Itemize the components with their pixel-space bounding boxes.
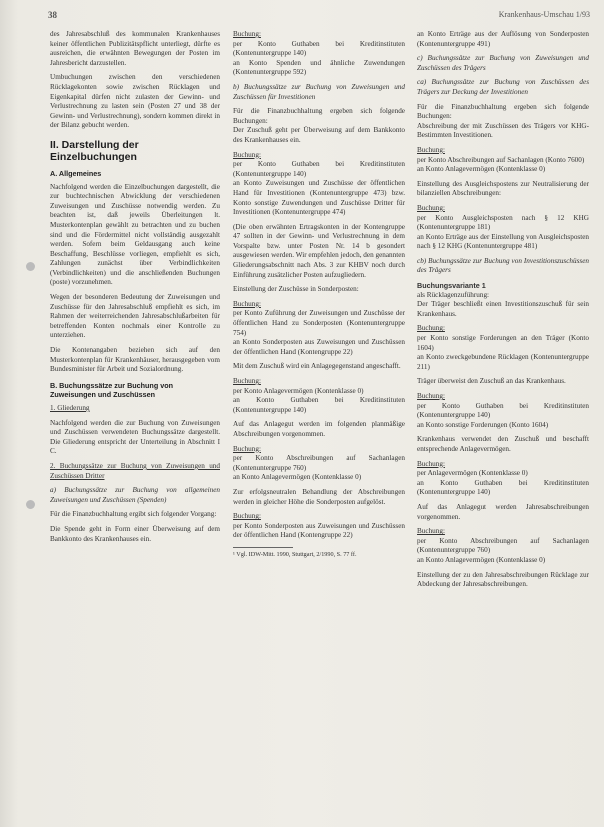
subheading: B. Buchungssätze zur Buchung von Zuweisungen und Zuschüssen: [50, 380, 173, 400]
paragraph: Für die Finanzbuchhaltung ergeben sich folgende Buchungen:: [417, 102, 589, 121]
booking-title: Buchung:: [417, 145, 445, 154]
booking-line: per Konto Ausgleichsposten nach § 12 KHG (Kontenuntergruppe 181): [417, 213, 589, 232]
booking-line: an Konto zweckgebundene Rücklagen (Kontenuntergruppe 211): [417, 353, 589, 371]
paragraph: Für die Finanzbuchhaltung ergibt sich folgender Vorgang:: [50, 510, 217, 519]
paragraph: Einstellung der zu den Jahresabschreibungen Rücklage zur Abdeckung der Jahresabschreibungen.: [417, 570, 589, 589]
paragraph: Träger überweist den Zuschuß an das Krankenhaus.: [417, 377, 566, 386]
booking-line: per Konto Abschreibungen auf Sachanlagen (Konto 7600): [417, 155, 585, 164]
booking-line: an Konto Sonderposten aus Zuweisungen und Zuschüssen der öffentlichen Hand (Kontengruppe 22): [233, 338, 405, 356]
variant-heading: Buchungsvariante 1: [417, 281, 486, 291]
booking-title: Buchung:: [233, 30, 261, 38]
list-subitem-heading: cb) Buchungssätze zur Buchung von Investitionszuschüssen des Trägers: [417, 256, 589, 275]
paragraph: (Die oben erwähnten Ertragskonten in der Kontengruppe 47 sollten in der Gewinn- und Verlustrechnung in dem Vorspalte bzw. unter Posten Nr. 14 b gesondert ausgewiesen werden. Wir empfehlen jedoch, den genannten Gliederungsabschnitt nach Abs. 3 zur KHBV noch durch Einführung zusätzlicher Posten aufzugliedern.: [233, 222, 406, 279]
booking-line: an Konto Anlagevermögen (Kontenklasse 0): [417, 555, 546, 564]
paragraph: Zur erfolgsneutralen Behandlung der Abschreibungen werden in gleicher Höhe die Sonderposten aufgelöst.: [233, 487, 405, 506]
page-number: 38: [48, 10, 57, 20]
booking-title: Buchung:: [417, 203, 445, 212]
booking-line: per Konto Sonderposten aus Zuweisungen und Zuschüssen der öffentlichen Hand (Kontengruppe 22): [233, 521, 405, 540]
booking-line: per Konto Anlagevermögen (Kontenklasse 0): [233, 386, 364, 395]
paragraph: Die Spende geht in Form einer Überweisung auf dem Bankkonto des Krankenhauses ein.: [50, 524, 220, 543]
booking-line: an Konto Guthaben bei Kreditinstituten (Kontenuntergruppe 140): [233, 396, 405, 414]
paragraph: des Jahresabschluß des kommunalen Krankenhauses keiner öffentlichen Publizitätspflicht unterliegt, dürfte es ausreichen, die erwähnten Bewegungen der Posten im Jahresbericht darzustellen.: [50, 30, 220, 67]
booking-line: per Konto Abschreibungen auf Sachanlagen (Kontenuntergruppe 760): [417, 536, 589, 555]
list-subitem-heading: c) Buchungssätze zur Buchung von Zuweisungen und Zuschüssen des Trägers: [417, 54, 589, 72]
booking-title: Buchung:: [417, 392, 445, 400]
booking-line: an Konto Spenden und ähnliche Zuwendungen (Kontenuntergruppe 592): [233, 58, 405, 77]
column-middle: [233, 30, 405, 564]
paragraph: Nachfolgend werden die zur Buchung von Zuweisungen und Zuschüssen verwendeten Buchungssätze dargestellt. Die Gliederung entspricht der Unterteilung in Abschnitt I C.: [50, 418, 220, 456]
booking-title: Buchung:: [233, 444, 261, 453]
booking-title: Buchung:: [233, 150, 261, 159]
column-right: [417, 30, 589, 595]
paragraph: Umbuchungen zwischen den verschiedenen Rücklagekonten sowie zwischen Rücklagen und Eigenkapital dürfen nicht zulasten der Gewinn- und Verlustrechnung zu lasten sein (Posten 27 und 38 der Gewinn- und Verlustrechnung), sondern kommen direkt in der Bilanz gebucht werden.: [50, 73, 220, 130]
booking-line: per Konto Abschreibungen auf Sachanlagen (Kontenuntergruppe 760): [233, 454, 405, 472]
booking-line: per Konto Guthaben bei Kreditinstituten (Kontenuntergruppe 140): [417, 401, 589, 420]
booking-line: an Konto Anlagevermögen (Kontenklasse 0): [233, 473, 362, 482]
punch-hole-mark: [26, 262, 35, 271]
footnote-rule: [233, 547, 293, 548]
list-subitem-heading: a) Buchungssätze zur Buchung von allgemeinen Zuweisungen und Zuschüssen (Spenden): [50, 486, 220, 504]
paragraph: Mit dem Zuschuß wird ein Anlagegegenstand angeschafft.: [233, 362, 401, 371]
list-subitem-heading: b) Buchungssätze zur Buchung von Zuweisungen und Zuschüssen für Investitionen: [233, 82, 405, 101]
paragraph: Krankenhaus verwendet den Zuschuß und beschafft entsprechende Anlagevermögen.: [417, 435, 589, 453]
booking-line: per Konto Guthaben bei Kreditinstituten (Kontenuntergruppe 140): [233, 160, 405, 178]
paragraph: Auf das Anlagegut werden im folgenden planmäßige Abschreibungen vorgenommen.: [233, 420, 405, 438]
booking-title: Buchung:: [417, 527, 445, 536]
running-title: Krankenhaus-Umschau 1/93: [498, 10, 590, 19]
paragraph: Der Träger beschließt einen Investitionszuschuß für sein Krankenhaus.: [417, 300, 589, 318]
page-header: [48, 8, 590, 22]
paragraph: Auf das Anlagegut werden Jahresabschreibungen vorgenommen.: [417, 502, 589, 521]
punch-hole-mark: [26, 500, 35, 509]
booking-line: an Konto Erträge aus der Einstellung von Ausgleichsposten nach § 12 KHG (Kontenuntergruppe 481): [417, 232, 589, 251]
list-item-heading: 2. Buchungssätze zur Buchung von Zuweisungen und Zuschüssen Dritter: [50, 461, 220, 480]
paragraph: als Rücklagenzuführung:: [417, 290, 490, 299]
booking-line: per Konto Guthaben bei Kreditinstituten (Kontenuntergruppe 140): [233, 39, 405, 58]
booking-line: an Konto Erträge aus der Auflösung von Sonderposten (Kontenuntergruppe 491): [417, 30, 589, 48]
paragraph: Der Zuschuß geht per Überweisung auf dem Bankkonto des Krankenhauses ein.: [233, 126, 405, 144]
subheading: A. Allgemeines: [50, 168, 102, 178]
booking-title: Buchung:: [233, 512, 261, 521]
booking-title: Buchung:: [233, 377, 261, 385]
booking-title: Buchung:: [233, 299, 261, 308]
booking-line: per Anlagevermögen (Kontenklasse 0): [417, 469, 528, 478]
booking-line: an Konto sonstige Forderungen (Konto 1604): [417, 420, 549, 429]
paragraph: Für die Finanzbuchhaltung ergeben sich folgende Buchungen:: [233, 107, 405, 125]
booking-line: per Konto Zuführung der Zuweisungen und Zuschüsse der öffentlichen Hand zu Sonderposten (Kontenuntergruppe 754): [233, 309, 405, 337]
paragraph: Wegen der besonderen Bedeutung der Zuweisungen und Zuschüsse für den Jahresabschluß empfiehlt es sich, im Rahmen der weiterreichenden Jahresabschlußarbeiten für betreffenden Konten nochmals einer Kontrolle zu unterziehen.: [50, 293, 220, 340]
booking-line: an Konto Guthaben bei Kreditinstituten (Kontenuntergruppe 140): [417, 478, 589, 497]
booking-line: per Konto sonstige Forderungen an den Träger (Konto 1604): [417, 334, 589, 352]
footnote: ¹ Vgl. IDW-Mitt. 1990, Stuttgart, 2/1990, S. 77 ff.: [233, 550, 357, 558]
section-heading: II. Darstellung der Einzelbuchungen: [50, 138, 139, 163]
booking-title: Buchung:: [417, 324, 445, 333]
booking-line: an Konto Zuweisungen und Zuschüsse der öffentlichen Hand für Investitionen (Kontenuntergruppe 473) bzw. Konto sonstige Zuwendungen und Zuschüsse Dritter für Investitionen (Kontenuntergruppe 474): [233, 179, 405, 217]
paragraph: Abschreibung der mit Zuschüssen des Trägers vor KHG-Bestimmten Investitionen.: [417, 121, 589, 140]
booking-line: an Konto Anlagevermögen (Kontenklasse 0): [417, 165, 546, 174]
booking-title: Buchung:: [417, 459, 445, 468]
paragraph: Nachfolgend werden die Einzelbuchungen dargestellt, die zur buchtechnischen Abwicklung der verschiedenen Zuweisungen und Zuschüsse notwendig werden. Zu beachten ist, daß jeweils Überleitungen lt. Musterkontenplan gewählt zu betrachten und zu buchen sind und die Fördermittel nicht vollständig ausgezahlt werden. Sofern beim Geldausgang auch keine Beschaffung, Beschlüsse vorliegen, empfiehlt es sich, Zahlungen zunächst über Verbindlichkeiten (Verbindlichkeiten) und die anschließenden Buchungen (poste) vorzunehmen.: [50, 182, 220, 287]
list-subitem-heading: ca) Buchungssätze zur Buchung von Zuschüssen des Trägers zur Deckung der Investitionen: [417, 78, 589, 96]
list-item-heading: 1. Gliederung: [50, 404, 90, 412]
paragraph: Die Kontenangaben beziehen sich auf den Musterkontenplan für Krankenhäuser, herausgegeben vom Bundesminister für Arbeit und Sozialordnung.: [50, 346, 220, 374]
paragraph: Einstellung der Zuschüsse in Sonderposten:: [233, 285, 359, 294]
paragraph: Einstellung des Ausgleichspostens zur Neutralisierung der bilanziellen Abschreibungen:: [417, 179, 589, 198]
column-left: [50, 30, 220, 549]
